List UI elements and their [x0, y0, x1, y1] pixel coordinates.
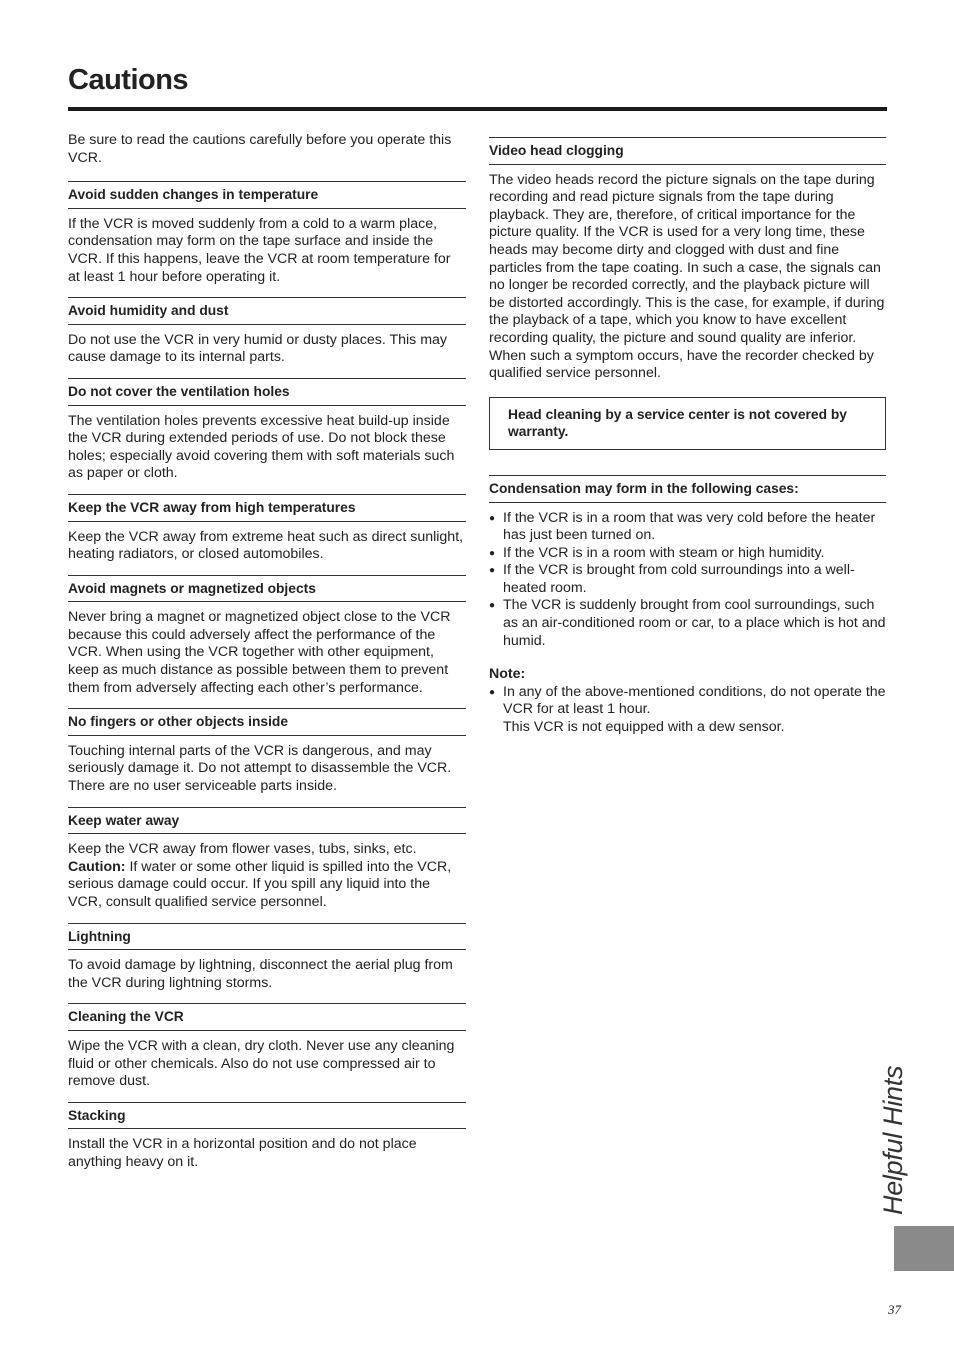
section-body: Touching internal parts of the VCR is dangerous, and may seriously damage it. Do not attempt to disassemble the VCR. There are no user serviceable parts inside.: [68, 742, 452, 795]
section-heading: Video head clogging: [489, 137, 886, 165]
note-line: This VCR is not equipped with a dew sensor.: [503, 719, 785, 736]
caution-text: If water or some other liquid is spilled into the VCR, serious damage could occur. If you spill any liquid into the VCR, consult qualified service personnel.: [68, 858, 452, 910]
page-number: 37: [888, 1302, 901, 1317]
left-column: [68, 132, 466, 1183]
note-block: [489, 666, 886, 736]
note-line: In any of the above-mentioned conditions, do not operate the VCR for at least 1 hour.: [503, 683, 886, 718]
list-item: ● If the VCR is brought from cold surroundings into a well-heated room.: [489, 562, 886, 597]
list-item: [489, 684, 886, 737]
section-ventilation: [68, 378, 466, 483]
section-body: If the VCR is moved suddenly from a cold to a warm place, condensation may form on the tape surface and inside the VCR. If this happens, leave the VCR at room temperature for at least 1 hour before operating it.: [68, 215, 451, 285]
warranty-notice-box: Head cleaning by a service center is not covered by warranty.: [489, 397, 886, 450]
section-cleaning: [68, 1003, 466, 1090]
water-line: Keep the VCR away from flower vases, tubs, sinks, etc.: [68, 841, 417, 858]
section-body: Wipe the VCR with a clean, dry cloth. Never use any cleaning fluid or other chemicals. Also do not use compressed air to remove dust.: [68, 1037, 455, 1090]
section-heading: Do not cover the ventilation holes: [68, 378, 466, 406]
section-body: The video heads record the picture signals on the tape during recording and read picture signals from the tape during playback. They are, therefore, of critical importance for the picture quality. If the VCR is used for a very long time, these heads may become dirty and clogged with dust and fine particles from the tape coating. In such a case, the signals can no longer be recorded correctly, and the playback picture will be distorted accordingly. This is the case, for example, if during the playback of a tape, which you know to have excellent recording quality, the picture and sound quality are inferior. When such a symptom occurs, have the recorder checked by qualified service personnel.: [489, 171, 885, 382]
note-label: Note:: [489, 666, 526, 683]
section-heading: Avoid sudden changes in temperature: [68, 181, 466, 209]
section-heading: Avoid magnets or magnetized objects: [68, 575, 466, 603]
section-video-head: [489, 137, 886, 383]
section-stacking: [68, 1102, 466, 1172]
section-body: The ventilation holes prevents excessive heat build-up inside the VCR during extended periods of use. Do not block these holes; especially avoid covering them with soft materials such as paper or cloth.: [68, 412, 455, 482]
section-humidity-dust: [68, 297, 466, 367]
section-high-temperatures: [68, 494, 466, 564]
condensation-list: [489, 510, 886, 651]
section-heading: Lightning: [68, 923, 466, 951]
caution-label: Caution:: [68, 858, 126, 875]
section-heading: No fingers or other objects inside: [68, 708, 466, 736]
right-column: [489, 137, 886, 737]
list-item: ● If the VCR is in a room with steam or high humidity.: [489, 545, 886, 563]
section-heading: Keep water away: [68, 807, 466, 835]
section-body: Do not use the VCR in very humid or dusty places. This may cause damage to its internal parts.: [68, 331, 448, 366]
section-heading: Stacking: [68, 1102, 466, 1130]
list-item: ● The VCR is suddenly brought from cool surroundings, such as an air-conditioned room or car, to a place which is hot and humid.: [489, 597, 886, 650]
section-no-fingers: [68, 708, 466, 795]
section-body: Install the VCR in a horizontal position and do not place anything heavy on it.: [68, 1136, 417, 1170]
page-title: Cautions: [68, 64, 189, 96]
section-heading: Avoid humidity and dust: [68, 297, 466, 325]
title-rule: [68, 107, 887, 111]
section-heading: Condensation may form in the following cases:: [489, 475, 886, 503]
list-item: ● If the VCR is in a room that was very cold before the heater has just been turned on.: [489, 510, 886, 545]
section-magnets: [68, 575, 466, 698]
section-body: To avoid damage by lightning, disconnect the aerial plug from the VCR during lightning storms.: [68, 957, 453, 991]
intro-text: Be sure to read the cautions carefully before you operate this VCR.: [68, 132, 452, 166]
section-body: Never bring a magnet or magnetized object close to the VCR because this could adversely affect the performance of the VCR. When using the VCR together with other equipment, keep as much distance as possible between them to prevent them from adversely affecting each other’s performance.: [68, 609, 451, 696]
section-heading: Cleaning the VCR: [68, 1003, 466, 1031]
helpful-hints-label: Helpful Hints: [878, 1065, 908, 1215]
section-sudden-temperature: [68, 181, 466, 286]
section-tab-marker: [894, 1226, 954, 1271]
note-list: [489, 684, 886, 737]
section-heading: Keep the VCR away from high temperatures: [68, 494, 466, 522]
section-water: [68, 807, 466, 912]
section-lightning: [68, 923, 466, 993]
section-body: Keep the VCR away from extreme heat such as direct sunlight, heating radiators, or closed automobiles.: [68, 528, 464, 563]
section-body: [68, 841, 466, 911]
section-condensation: [489, 475, 886, 650]
